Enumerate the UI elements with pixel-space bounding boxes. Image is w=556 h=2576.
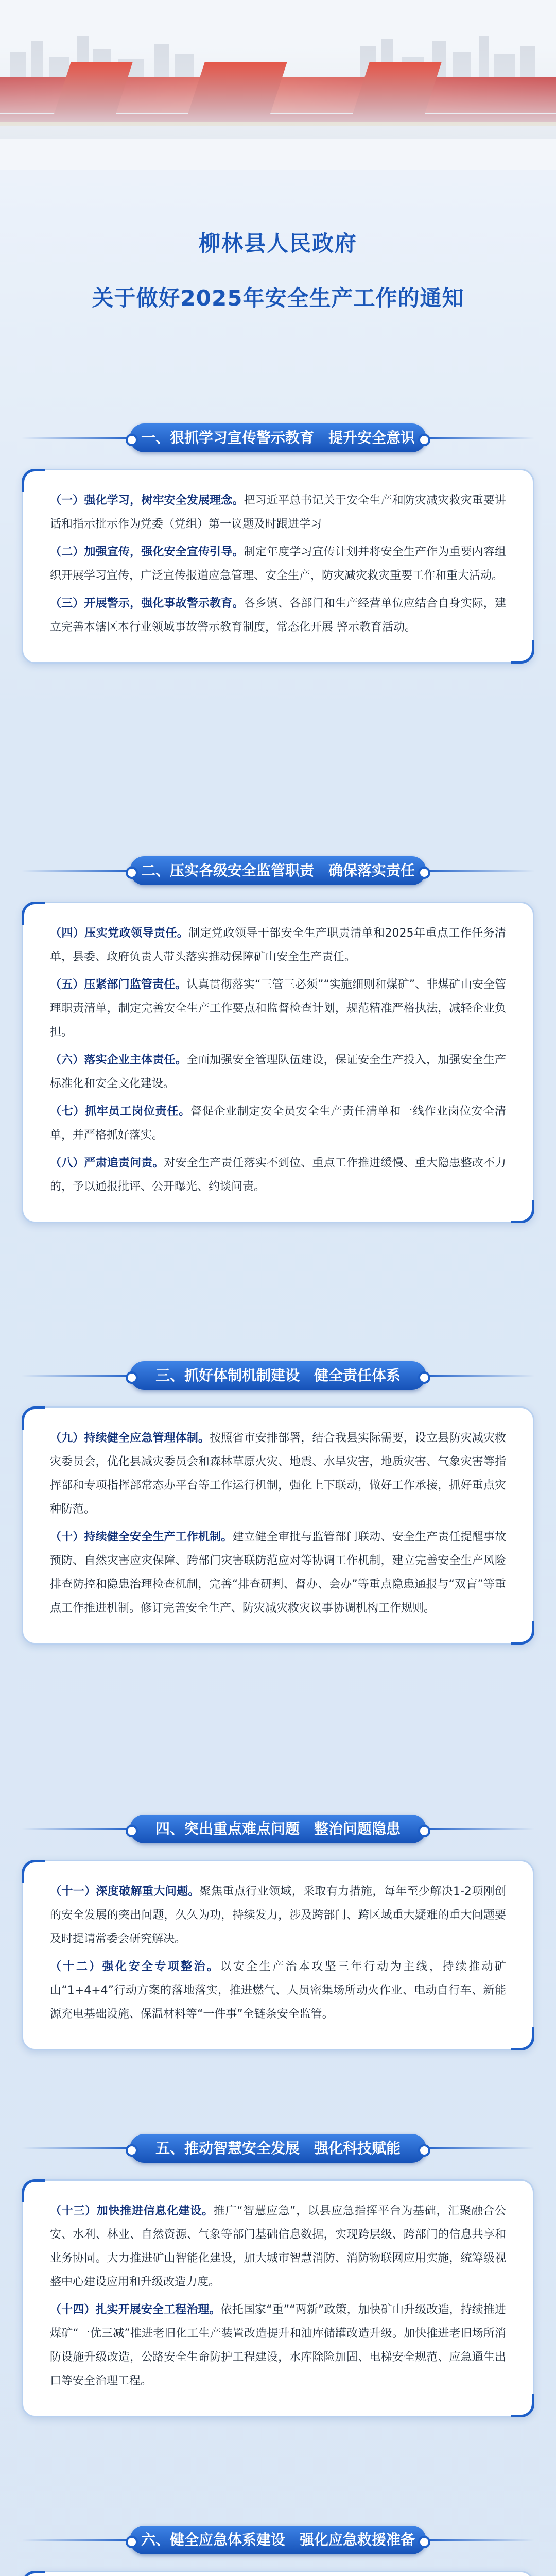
paragraph: （二）加强宣传，强化安全宣传引导。制定年度学习宣传计划并将安全生产作为重要内容组织开展学习宣传，广泛宣传报道应急管理、安全生产，防灾减灾救灾重要工作和重大活动。 [50,546,506,582]
section-card [22,1406,534,1645]
paragraph: （三）开展警示，强化事故警示教育。各乡镇、各部门和生产经营单位应结合自身实际，建立完善本辖区本行业领域事故警示教育制度，常态化开展 警示教育活动。 [50,597,506,634]
section-card [22,2179,534,2417]
paragraph: （五）压紧部门监管责任。认真贯彻落实“三管三必须”“实施细则和煤矿”、非煤矿山安全管理职责清单，制定完善安全生产工作要点和监督检查计划，规范精准严格执法，减轻企业负担。 [50,978,506,1039]
section-heading [22,1803,534,1855]
section-title: 五、推动智慧安全发展 强化科技赋能 [130,2134,426,2163]
section-heading [22,2514,534,2566]
section-6 [22,2514,534,2576]
section-title: 二、压实各级安全监管职责 确保落实责任 [130,856,426,885]
section-2 [22,845,534,1223]
title-line-1: 柳林县人民政府 [198,231,357,256]
header-banner [0,0,556,170]
title-line-2: 关于做好2025年安全生产工作的通知 [92,285,464,311]
section-heading [22,412,534,464]
section-heading [22,1350,534,1401]
document-title [0,227,556,312]
section-5 [22,2123,534,2417]
section-title: 四、突出重点难点问题 整治问题隐患 [130,1815,426,1843]
section-card [22,902,534,1223]
section-heading [22,845,534,896]
paragraph: （七）抓牢员工岗位责任。督促企业制定安全员安全生产责任清单和一线作业岗位安全清单，并严格抓好落实。 [50,1105,506,1142]
paragraph: （十三）加快推进信息化建设。推广“智慧应急”，以县应急指挥平台为基础，汇聚融合公安、水利、林业、自然资源、气象等部门基础信息数据，实现跨层级、跨部门的信息共享和业务协同。大力推进矿山智能化建设，加大城市智慧消防、消防物联网应用实施，统筹级视整中心建设应用和升级改造力度。 [50,2205,506,2289]
paragraph: （十四）扎实开展安全工程治理。依托国家“重”“两新”政策，加快矿山升级改造，持续推进煤矿“一优三减”推进老旧化工生产装置改造提升和油库储罐改造升级。加快推进老旧场所消防设施升级改造，公路安全生命防护工程建设，水库除险加固、电梯安全规范、应急通生出口等安全治理工程。 [50,2303,506,2387]
paragraph: （六）落实企业主体责任。全面加强安全管理队伍建设，保证安全生产投入，加强安全生产标准化和安全文化建设。 [50,1054,506,1090]
section-card [22,469,534,664]
paragraph: （十一）深度破解重大问题。聚焦重点行业领域，采取有力措施，每年至少解决1-2项刚创的安全发展的突出问题，久久为功，持续发力，涉及跨部门、跨区域重大疑难的重大问题要及时提请常委会研究解决。 [50,1885,506,1945]
section-1 [22,412,534,664]
section-title: 一、狠抓学习宣传警示教育 提升安全意识 [130,423,426,452]
section-heading [22,2123,534,2174]
section-card [22,1860,534,2050]
section-title: 六、健全应急体系建设 强化应急救援准备 [130,2526,426,2554]
paragraph: （四）压实党政领导责任。制定党政领导干部安全生产职责清单和2025年重点工作任务清单，县委、政府负责人带头落实推动保障矿山安全生产责任。 [50,927,506,963]
section-title: 三、抓好体制机制建设 健全责任体系 [130,1361,426,1390]
paragraph: （十）持续健全安全生产工作机制。建立健全审批与监管部门联动、安全生产责任提醒事故预防、自然灾害应灾保障、跨部门灾害联防范应对等协调工作机制，建立完善安全生产风险排查防控和隐患治理检查机制，完善“排查研判、督办、会办”等重点隐患通报与“双盲”等重点工作推进机制。修订完善安全生产、防灾减灾救灾议事协调机构工作规则。 [50,1531,506,1615]
paragraph: （十二）强化安全专项整治。以安全生产治本攻坚三年行动为主线，持续推动矿山“1+4+4”行动方案的落地落实，推进燃气、人员密集场所动火作业、电动自行车、新能源充电基础设施、保温材料等“一件事”全链条安全监管。 [50,1960,506,2021]
section-4 [22,1803,534,2050]
paragraph: （一）强化学习，树牢安全发展理念。把习近平总书记关于安全生产和防灾减灾救灾重要讲话和指示批示作为党委（党组）第一议题及时跟进学习 [50,494,506,531]
section-3 [22,1350,534,1645]
paragraph: （九）持续健全应急管理体制。按照省市安排部署，结合我县实际需要，设立县防灾减灾救灾委员会，优化县减灾委员会和森林草原火灾、地震、水旱灾害，地质灾害、气象灾害等指挥部和专项指挥部常态办平台等工作运行机制，强化上下联动，做好工作承接，抓好重点灾种防范。 [50,1432,506,1516]
paragraph: （八）严肃追责问责。对安全生产责任落实不到位、重点工作推进缓慢、重大隐患整改不力的，予以通报批评、公开曝光、约谈问责。 [50,1157,506,1193]
city-fade [0,46,556,139]
section-card [22,2571,534,2576]
